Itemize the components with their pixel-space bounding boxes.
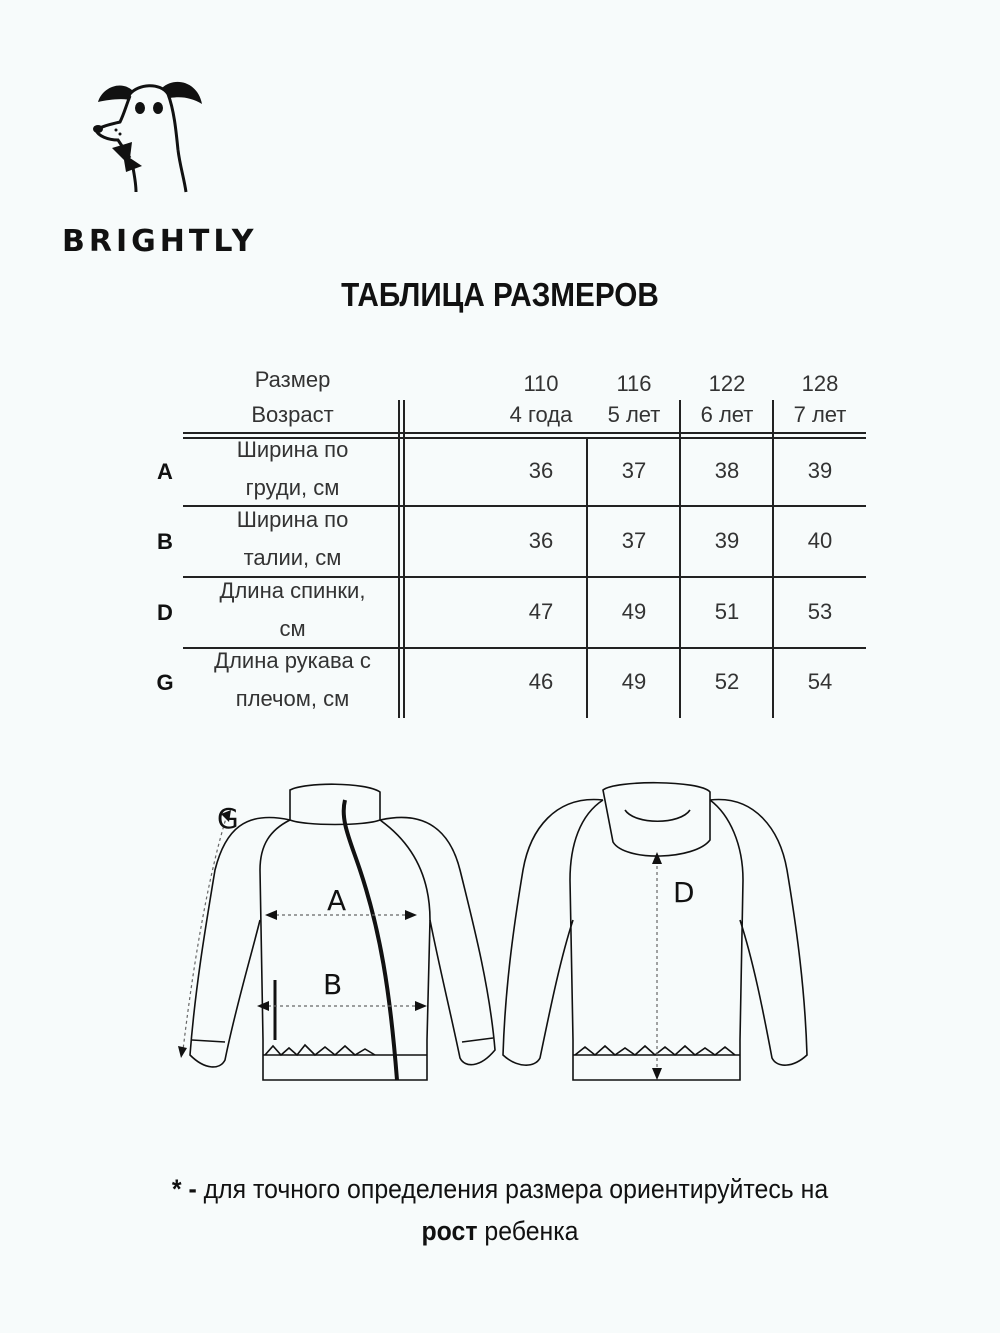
page-title: ТАБЛИЦА РАЗМЕРОВ (341, 276, 659, 313)
row-label: Ширина по (236, 507, 349, 532)
col-size: 110 (523, 371, 559, 396)
row-label: талии, см (243, 545, 342, 570)
note-star: * (171, 1174, 182, 1204)
jacket-diagram (165, 770, 505, 1090)
note-dash: - (188, 1174, 197, 1204)
table-cell: 36 (528, 458, 554, 483)
row-label: см (279, 616, 306, 641)
label-g: G (217, 802, 239, 835)
row-label: Длина рукава с (214, 648, 371, 673)
header-size-label: Размер (254, 367, 331, 392)
table-cell: 40 (807, 528, 833, 553)
row-letter: G (156, 670, 174, 695)
jacket-back-diagram (495, 770, 815, 1090)
row-letter: A (157, 459, 173, 484)
col-age: 4 года (509, 402, 573, 427)
label-b: B (323, 968, 343, 1001)
header-age-label: Возраст (251, 402, 334, 427)
table-cell: 49 (621, 669, 647, 694)
table-cell: 38 (714, 458, 740, 483)
table-cell: 39 (714, 528, 740, 553)
row-label: плечом, см (235, 686, 350, 711)
table-cell: 37 (621, 458, 647, 483)
note-line2: ребенка (484, 1216, 579, 1246)
size-note (40, 1168, 960, 1252)
note-bold-word: рост (421, 1216, 478, 1246)
table-cell: 51 (714, 599, 740, 624)
row-letter: D (157, 600, 173, 625)
col-age: 6 лет (700, 402, 754, 427)
row-letter: B (157, 529, 173, 554)
row-label: Длина спинки, (219, 578, 366, 603)
table-cell: 36 (528, 528, 554, 553)
col-age: 5 лет (607, 402, 661, 427)
table-cell: 54 (807, 669, 833, 694)
table-cell: 49 (621, 599, 647, 624)
table-cell: 37 (621, 528, 647, 553)
label-d: D (673, 876, 695, 909)
table-cell: 53 (807, 599, 833, 624)
col-age: 7 лет (793, 402, 847, 427)
col-size: 128 (801, 371, 839, 396)
table-cell: 46 (528, 669, 554, 694)
col-size: 122 (708, 371, 746, 396)
row-label: груди, см (245, 475, 340, 500)
row-label: Ширина по (236, 437, 349, 462)
label-a: A (327, 884, 347, 917)
note-line1: для точного определения размера ориентируйтесь на (203, 1174, 829, 1204)
table-cell: 52 (714, 669, 740, 694)
col-size: 116 (616, 371, 652, 396)
table-cell: 39 (807, 458, 833, 483)
table-cell: 47 (528, 599, 554, 624)
brand-name: BRIGHTLY (62, 224, 258, 259)
